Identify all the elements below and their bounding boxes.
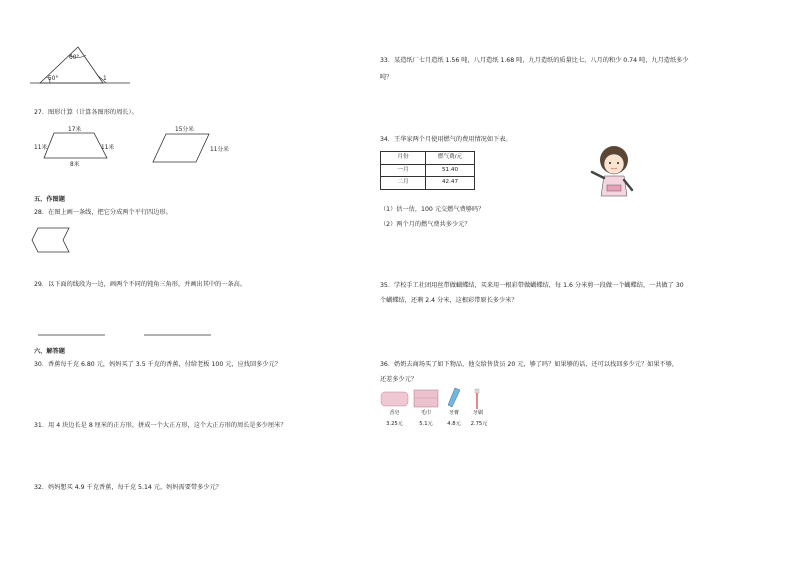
q35-line1: 35．学校手工社团用丝带做蝴蝶结，买来用一根彩带做蝴蝶结，每 1.6 分米剪一段做一个蝴蝶结，一共做了 30 [380,282,684,289]
q36-line1: 36．奶奶去商场买了如下物品，他交给售货员 20 元，够了吗？如果够的话，还可以找回多少元？如果不够， [380,361,679,368]
q36-line2: 还差多少元？ [380,376,418,383]
table-cell: 42.47 [426,177,475,190]
soap-icon [381,392,408,406]
table-header-month: 月份 [381,152,426,165]
table-cell: 51.40 [426,164,475,177]
q28-text: 28．在图上画一条线，把它分成两个平行四边形。 [34,209,172,216]
goods-name: 牙膏 [448,410,459,416]
q30-text: 30．香蕉每千克 6.80 元，妈妈买了 3.5 千克的香蕉，付给老板 100 元，应找回多少元？ [34,361,281,368]
goods-price: 5.1元 [419,421,433,427]
goods-name: 牙刷 [472,410,483,416]
q34-sub1: （1）估一估，100 元交燃气费够吗？ [380,206,485,213]
table-cell: 二月 [381,177,426,190]
trapezoid-bottom-label: 8米 [70,162,80,168]
q32-text: 32．妈妈想买 4.9 千克香蕉，每千克 5.14 元，妈妈需要带多少元？ [34,484,222,491]
goods-price: 2.75元 [470,421,488,427]
trapezoid-right-label: 11米 [101,145,115,151]
toothpaste-icon [448,388,460,407]
parallelogram-top-label: 15分米 [175,127,194,133]
goods-name: 香皂 [389,410,400,416]
goods-price: 4.8元 [447,421,461,427]
goods-name: 毛巾 [420,410,431,416]
q33-line2: 吨？ [380,74,393,81]
q31-text: 31．用 4 块边长是 8 厘米的正方形，拼成一个大正方形，这个大正方形的周长是多少厘米？ [34,422,287,429]
left-angle-label: 50° [48,76,59,82]
towel-icon [414,390,438,407]
table-header-fee: 燃气费/元 [426,152,475,165]
q33-line1: 33．某造纸厂七月造纸 1.56 吨，八月造纸 1.68 吨，九月造纸的质量比七、八月的和少 0.74 吨，九月造纸多少 [380,57,689,64]
goods-price: 3.25元 [386,421,403,427]
parallelogram-right-label: 11分米 [210,147,229,153]
q34-text: 34．王华家两个月使用燃气的费用情况如下表。 [380,136,512,143]
trapezoid-top-label: 17米 [68,127,82,133]
q35-line2: 个蝴蝶结，还剩 2.4 分米，这根彩带原长多少米？ [380,297,518,304]
q29-text: 29．以下面的线段为一边，画两个不同的钝角三角形，并画出其中的一条高。 [34,281,247,288]
trapezoid-left-label: 11米 [34,145,48,151]
section6-title: 六、解答题 [34,348,65,355]
q34-sub2: （2）两个月的燃气费共多少元？ [380,221,471,228]
section5-title: 五、作图题 [34,196,65,203]
top-angle-label: 60° [69,55,80,61]
q27-text: 27．图形计算（计算各图形的周长）。 [34,109,138,116]
table-cell: 一月 [381,164,426,177]
angle-one-label: 1 [103,76,107,82]
